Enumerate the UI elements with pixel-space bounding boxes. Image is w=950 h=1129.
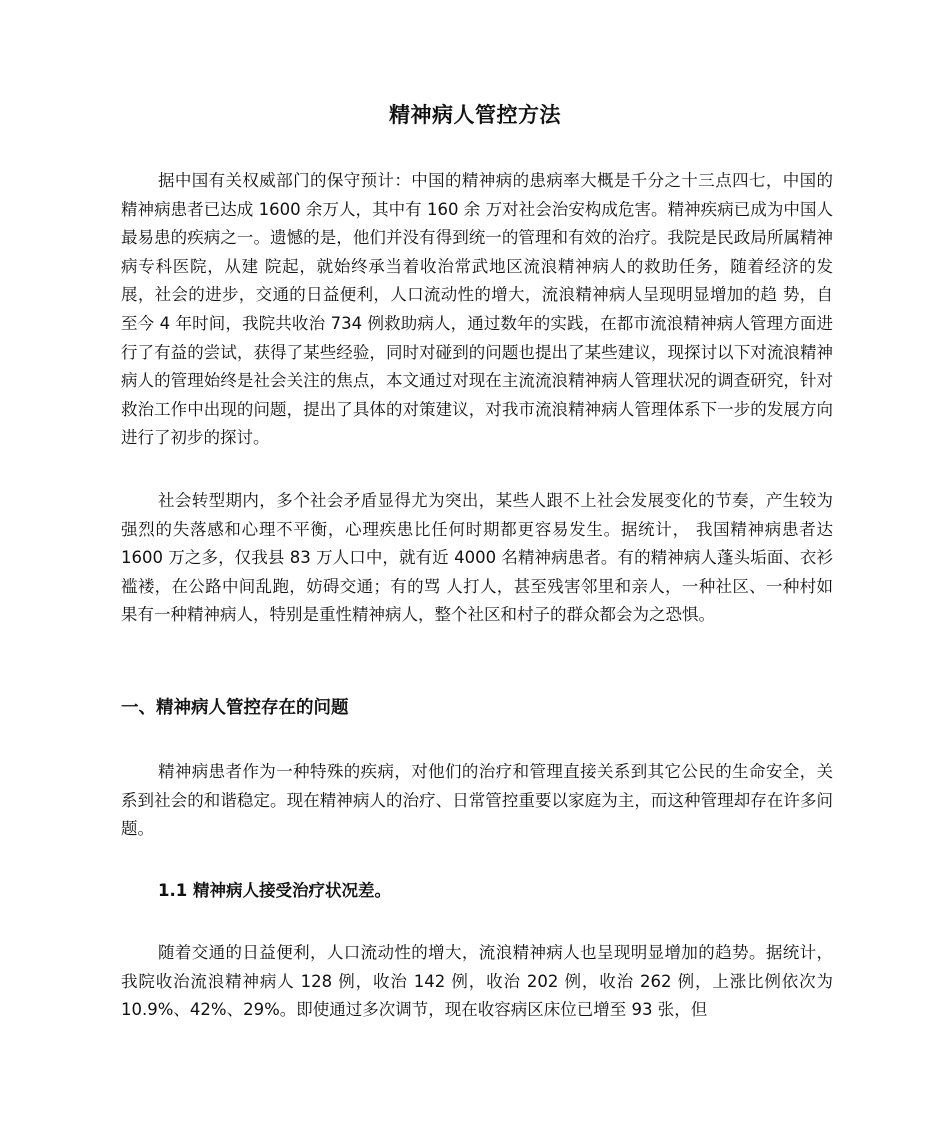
paragraph-social-transition: 社会转型期内，多个社会矛盾显得尤为突出，某些人跟不上社会发展变化的节奏，产生较为强烈的失落感和心理不平衡，心理疾患比任何时期都更容易发生。据统计， 我国精神病患者达 1600 万之多，仅我县 83 万人口中，就有近 4000 名精神病患者。有的精神病人蓬头垢面、衣衫褴褛，在公路中间乱跑，妨碍交通；有的骂 人打人，甚至残害邻里和亲人，一种社区、一种村如果有一种精神病人，特别是重性精神病人，整个社区和村子的群众都会为之恐惧。 — [121, 491, 833, 625]
paragraph-treatment-stats: 随着交通的日益便利，人口流动性的增大，流浪精神病人也呈现明显增加的趋势。据统计，我院收治流浪精神病人 128 例，收治 142 例，收治 202 例，收治 262 例，上涨比例依次为 10.9%、42%、29%。即使通过多次调节，现在收容病区床位已增至 93 张，但 — [121, 943, 833, 1020]
document-title: 精神病人管控方法 — [389, 103, 561, 127]
subsection-heading-treatment: 1.1 精神病人接受治疗状况差。 — [158, 881, 391, 900]
paragraph-problems-intro: 精神病患者作为一种特殊的疾病，对他们的治疗和管理直接关系到其它公民的生命安全，关系到社会的和谐稳定。现在精神病人的治疗、日常管控重要以家庭为主，而这种管理却存在许多问题。 — [121, 762, 833, 839]
paragraph-intro: 据中国有关权威部门的保守预计：中国的精神病的患病率大概是千分之十三点四七，中国的精神病患者已达成 1600 余万人，其中有 160 余 万对社会治安构成危害。精神疾病已成为中国人最易患的疾病之一。遗憾的是，他们并没有得到统一的管理和有效的治疗。我院是民政局所属精神病专科医院，从建 院起，就始终承当着收治常武地区流浪精神病人的救助任务，随着经济的发展，社会的进步，交通的日益便利，人口流动性的增大，流浪精神病人呈现明显增加的趋 势，自至今 4 年时间，我院共收治 734 例救助病人，通过数年的实践，在都市流浪精神病人管理方面进行了有益的尝试，获得了某些经验，同时对碰到的问题也提出了某些建议，现探讨以下对流浪精神病人的管理始终是社会关注的焦点，本文通过对现在主流流浪精神病人管理状况的调查研究，针对救治工作中出现的问题，提出了具体的对策建议，对我市流浪精神病人管理体系下一步的发展方向进行了初步的探讨。 — [121, 171, 833, 448]
section-heading-problems: 一、精神病人管控存在的问题 — [121, 698, 349, 718]
